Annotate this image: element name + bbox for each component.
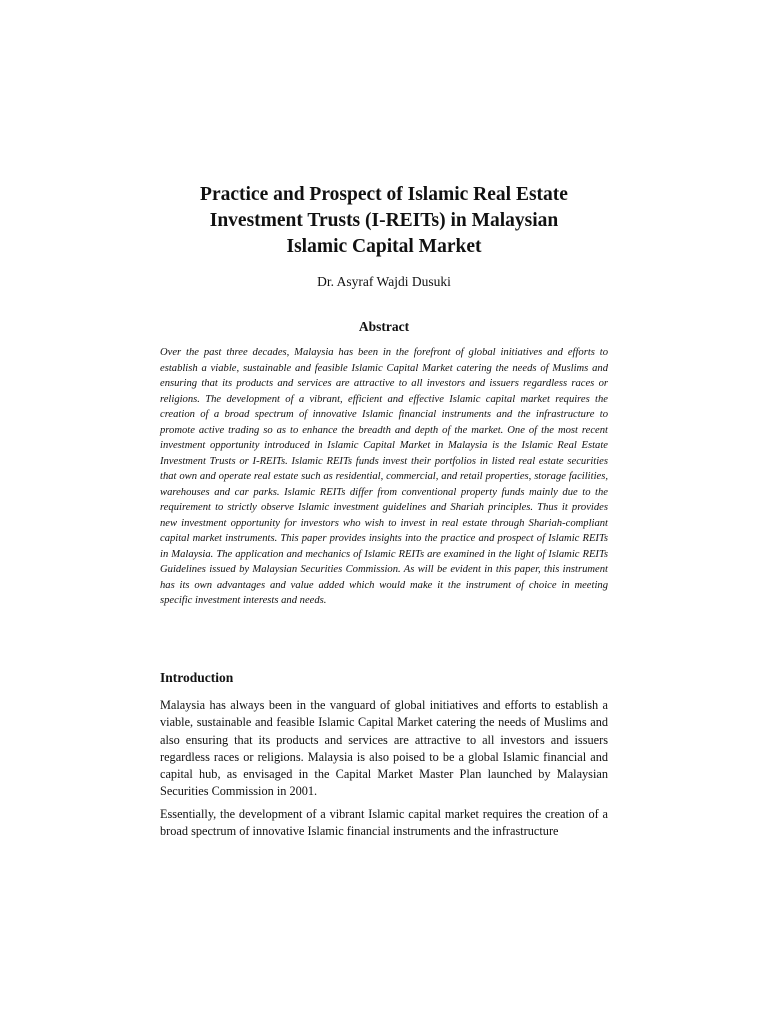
title-line-2: Investment Trusts (I-REITs) in Malaysian bbox=[209, 210, 559, 231]
title-line-1: Practice and Prospect of Islamic Real Estate bbox=[200, 184, 568, 205]
author-name: Dr. Asyraf Wajdi Dusuki bbox=[317, 274, 451, 289]
title-line-3: Islamic Capital Market bbox=[286, 236, 482, 257]
introduction-paragraph: Malaysia has always been in the vanguard of global initiatives and efforts to establish a viable, sustainable and feasible Islamic Capital Market catering the needs of Muslims and also ensuring that its products and services are attractive to all investors and issuers regardless races or religions. Malaysia is also poised to be a global Islamic financial and capital hub, as envisaged in the Capital Market Master Plan launched by Malaysian Securities Commission in 2001. bbox=[160, 698, 608, 799]
abstract-heading: Abstract bbox=[358, 319, 410, 334]
paper-title bbox=[0, 182, 768, 260]
introduction-paragraph: Essentially, the development of a vibrant Islamic capital market requires the creation of a broad spectrum of innovative Islamic financial instruments and the infrastructure bbox=[160, 807, 608, 839]
abstract-text: Over the past three decades, Malaysia has been in the forefront of global initiatives and efforts to establish a viable, sustainable and feasible Islamic Capital Market catering the needs of Muslims and ensuring that its products and services are attractive to all investors and issuers regardless races or religions. The development of a vibrant, efficient and effective Islamic capital market requires the creation of a broad spectrum of innovative Islamic financial instruments and the infrastructure to promote active trading so as to enhance the breadth and depth of the market. One of the most recent investment opportunity introduced in Islamic Capital Market in Malaysia is the Islamic Real Estate Investment Trusts or I-REITs. Islamic REITs funds invest their portfolios in listed real estate securities that own and operate real estate such as residential, commercial, and retail properties, storage facilities, warehouses and car parks. Islamic REITs differ from conventional property funds mainly due to the requirement to strictly observe Islamic investment guidelines and Shariah principles. Thus it provides new investment opportunity for investors who wish to invest in real estate through Shariah-compliant capital market instruments. This paper provides insights into the practice and prospect of Islamic REITs in Malaysia. The application and mechanics of Islamic REITs are examined in the light of Islamic REITs Guidelines issued by Malaysian Securities Commission. As will be evident in this paper, this instrument has its own advantages and value added which would make it the instrument of choice in meeting specific investment interests and needs. bbox=[160, 347, 608, 606]
introduction-heading: Introduction bbox=[160, 670, 234, 685]
